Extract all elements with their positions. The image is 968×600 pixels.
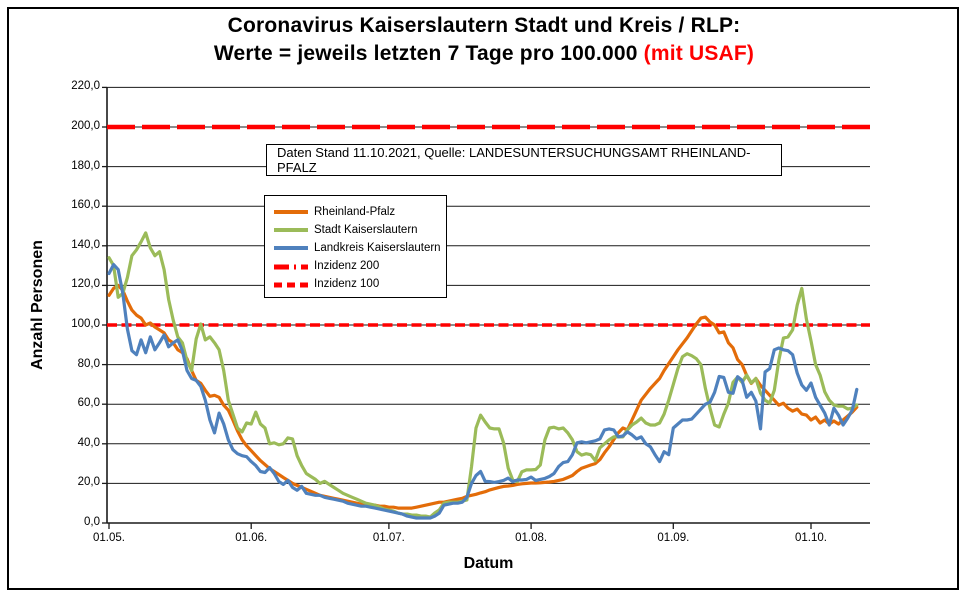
data-source-annotation-text: Daten Stand 11.10.2021, Quelle: LANDESUNTERSUCHUNGSAMT RHEINLAND-PFALZ bbox=[277, 145, 751, 175]
legend-label: Stadt Kaiserslautern bbox=[314, 224, 418, 236]
y-tick-label: 220,0 bbox=[71, 80, 100, 93]
y-tick-label: 200,0 bbox=[71, 120, 100, 132]
chart-title-line1: Coronavirus Kaiserslautern Stadt und Kreis / RLP: bbox=[227, 14, 741, 37]
legend-line-swatch-stadt-kaiserslautern bbox=[274, 228, 308, 232]
legend-dash-swatch-inzidenz-200 bbox=[274, 257, 308, 275]
legend-label: Landkreis Kaiserslautern bbox=[314, 242, 441, 254]
y-tick-label: 100,0 bbox=[71, 318, 100, 330]
x-tick-label: 01.09. bbox=[657, 532, 690, 544]
y-tick-label: 40,0 bbox=[77, 436, 100, 449]
y-tick-label: 80,0 bbox=[77, 357, 100, 370]
y-tick-label: 160,0 bbox=[71, 199, 100, 212]
legend-item-rheinland-pfalz[interactable] bbox=[274, 203, 446, 221]
y-tick-label: 140,0 bbox=[71, 238, 100, 251]
legend-dash-swatch-inzidenz-100 bbox=[274, 275, 308, 293]
legend-item-stadt-kaiserslautern[interactable] bbox=[274, 221, 446, 239]
x-tick-label: 01.05. bbox=[93, 532, 125, 544]
legend-item-inzidenz-200[interactable] bbox=[274, 257, 446, 275]
legend-line-swatch-rheinland-pfalz bbox=[274, 210, 308, 214]
chart-title-line2-red: (mit USAF) bbox=[643, 42, 755, 65]
legend-label: Inzidenz 200 bbox=[314, 260, 380, 272]
legend-item-landkreis-kaiserslautern[interactable] bbox=[274, 239, 446, 257]
y-tick-label: 120,0 bbox=[71, 278, 100, 291]
y-tick-label: 60,0 bbox=[77, 397, 100, 410]
y-axis-title: Anzahl Personen bbox=[29, 240, 46, 370]
y-tick-label: 0,0 bbox=[84, 516, 100, 528]
data-source-annotation-box bbox=[266, 144, 782, 176]
chart-title-line2-black: Werte = jeweils letzten 7 Tage pro 100.000 bbox=[213, 42, 644, 65]
legend[interactable] bbox=[264, 195, 447, 298]
x-axis-title: Datum bbox=[463, 555, 514, 572]
legend-label: Rheinland-Pfalz bbox=[314, 206, 396, 218]
y-tick-label: 180,0 bbox=[71, 159, 100, 172]
legend-label: Inzidenz 100 bbox=[314, 278, 380, 290]
legend-item-inzidenz-100[interactable] bbox=[274, 275, 446, 293]
x-tick-label: 01.06. bbox=[235, 532, 268, 544]
series-line-landkreis-kaiserslautern bbox=[109, 265, 857, 518]
legend-line-swatch-landkreis-kaiserslautern bbox=[274, 246, 308, 250]
y-tick-label: 20,0 bbox=[77, 476, 100, 489]
x-tick-label: 01.08. bbox=[515, 532, 548, 544]
x-tick-label: 01.10. bbox=[794, 532, 827, 544]
x-tick-label: 01.07. bbox=[372, 532, 405, 544]
